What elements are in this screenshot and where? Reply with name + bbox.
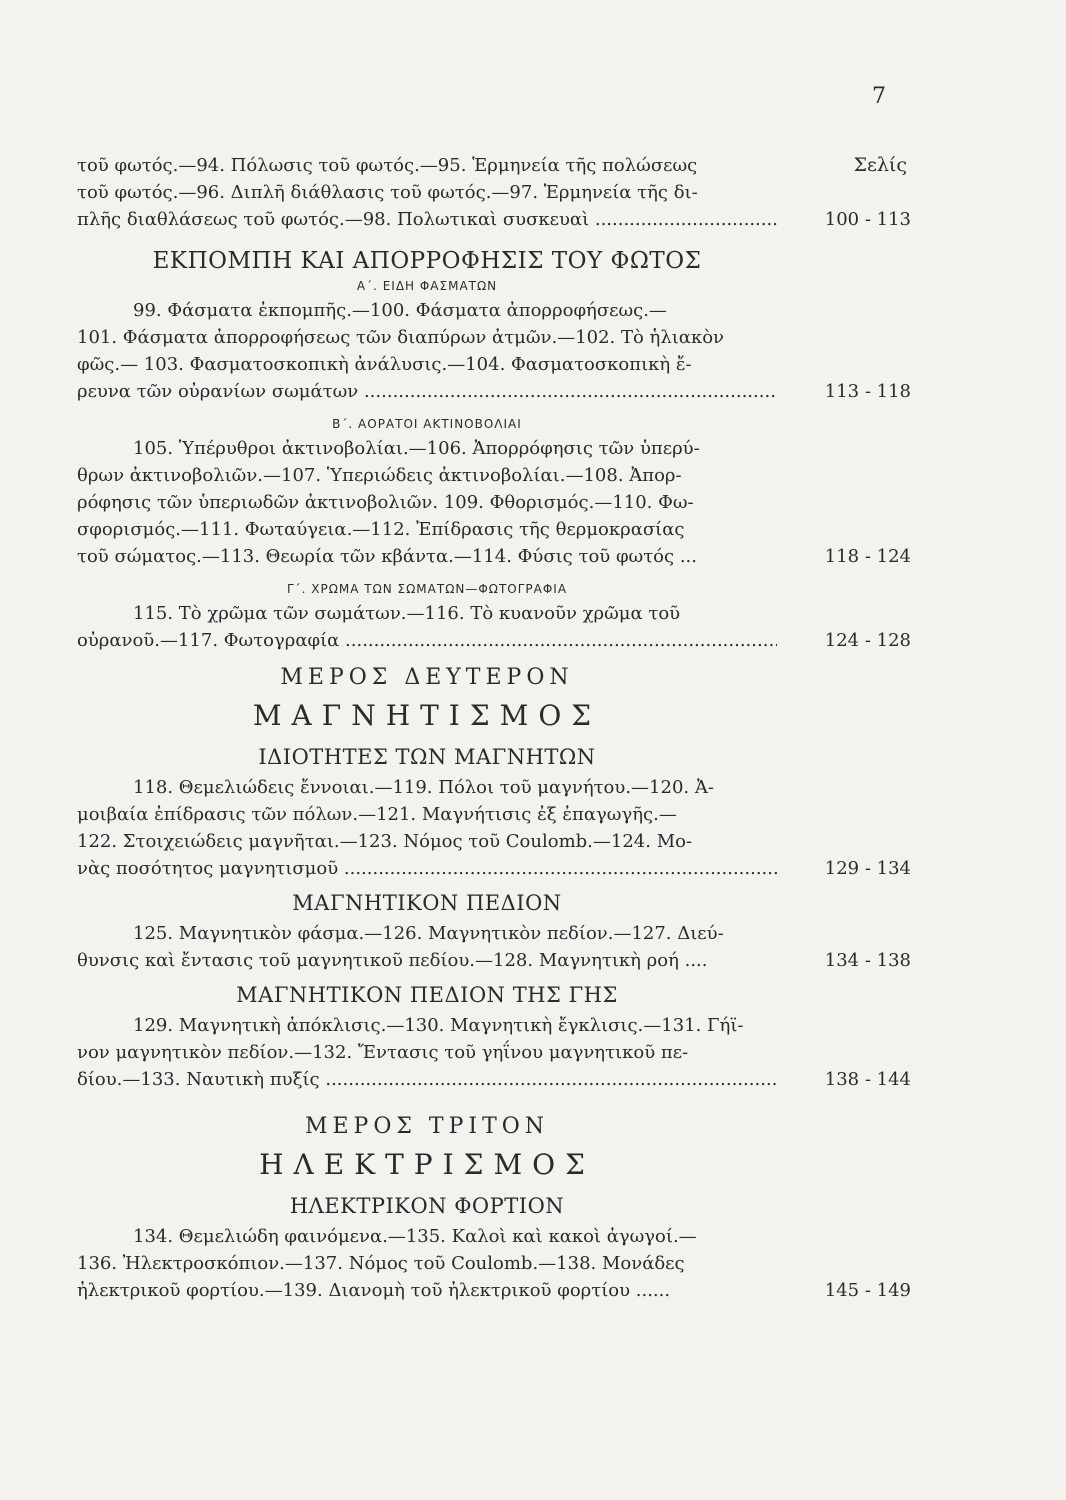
entry-line: θρων ἀκτινοβολιῶν.—107. Ὑπεριώδεις ἀκτινοβολίαι.—108. Ἀπορ-: [77, 465, 682, 486]
entry-line: ἠλεκτρικοῦ φορτίου.—139. Διανομὴ τοῦ ἠλεκτρικοῦ φορτίου ......: [77, 1280, 671, 1301]
part-label: ΜΕΡΟΣ ΤΡΙΤΟΝ: [304, 1114, 550, 1139]
entry-line: 134. Θεμελιώδη φαινόμενα.—135. Καλοὶ καὶ κακοὶ ἀγωγοί.—: [133, 1226, 697, 1247]
entry-line: τοῦ σώματος.—113. Θεωρία τῶν κβάντα.—114. Φύσις τοῦ φωτός ...: [77, 546, 697, 567]
page-range: 124 - 128: [824, 630, 911, 651]
page-range: 138 - 144: [824, 1069, 911, 1090]
page-number: 7: [872, 84, 886, 109]
section-heading: ΙΔΙΟΤΗΤΕΣ ΤΩΝ ΜΑΓΝΗΤΩΝ: [258, 745, 596, 769]
subsection-heading: Α΄. ΕΙΔΗ ΦΑΣΜΑΤΩΝ: [356, 279, 498, 293]
entry-line: φῶς.— 103. Φασματοσκοπικὴ ἀνάλυσις.—104. Φασματοσκοπικὴ ἔ-: [77, 354, 692, 375]
entry-line: 105. Ὑπέρυθροι ἀκτινοβολίαι.—106. Ἀπορρόφησις τῶν ὑπερύ-: [133, 438, 700, 459]
entry-line: ρόφησις τῶν ὑπεριωδῶν ἀκτινοβολιῶν. 109. Φθορισμός.—110. Φω-: [77, 492, 694, 513]
page-range: 145 - 149: [824, 1280, 911, 1301]
toc-entry: [77, 774, 917, 882]
toc-entry: [77, 152, 917, 233]
toc-entry: [77, 1012, 917, 1093]
toc-entry: [77, 920, 917, 974]
section-heading: ΗΛΕΚΤΡΙΚΟΝ ΦΟΡΤΙΟΝ: [289, 1194, 565, 1218]
entry-line: μοιβαία ἐπίδρασις τῶν πόλων.—121. Μαγνήτισις ἐξ ἐπαγωγῆς.—: [77, 804, 677, 825]
toc-entry: [77, 1223, 917, 1304]
entry-line: σφορισμός.—111. Φωταύγεια.—112. Ἐπίδρασις τῆς θερμοκρασίας: [77, 519, 685, 540]
part-title: ΗΛΕΚΤΡΙΣΜΟΣ: [259, 1148, 595, 1181]
toc-entry: [77, 600, 917, 654]
section-heading: ΜΑΓΝΗΤΙΚΟΝ ΠΕΔΙΟΝ ΤΗΣ ΓΗΣ: [236, 983, 618, 1007]
page-range: 134 - 138: [824, 950, 911, 971]
entry-line: 125. Μαγνητικὸν φάσμα.—126. Μαγνητικὸν πεδίον.—127. Διεύ-: [133, 923, 724, 944]
page-range: 100 - 113: [824, 209, 911, 230]
subsection-heading: Β΄. ΑΟΡΑΤΟΙ ΑΚΤΙΝΟΒΟΛΙΑΙ: [332, 417, 522, 431]
entry-line: νον μαγνητικὸν πεδίον.—132. Ἔντασις τοῦ γηΐνου μαγνητικοῦ πε-: [77, 1042, 689, 1063]
part-title: ΜΑΓΝΗΤΙΣΜΟΣ: [252, 699, 602, 732]
toc-entry: [77, 297, 917, 405]
entry-line: τοῦ φωτός.—96. Διπλῆ διάθλασις τοῦ φωτός.—97. Ἑρμηνεία τῆς δι-: [77, 182, 698, 203]
entry-line: 136. Ἠλεκτροσκόπιον.—137. Νόμος τοῦ Coulomb.—138. Μονάδες: [77, 1253, 685, 1274]
page-range: 118 - 124: [824, 546, 911, 567]
subsection-heading: Γ΄. ΧΡΩΜΑ ΤΩΝ ΣΩΜΑΤΩΝ—ΦΩΤΟΓΡΑΦΙΑ: [286, 582, 568, 596]
entry-line: δίου.—133. Ναυτικὴ πυξίς .....: [77, 1066, 777, 1093]
column-label: Σελίς: [853, 154, 907, 176]
entry-line: 101. Φάσματα ἀπορροφήσεως τῶν διαπύρων ἀτμῶν.—102. Τὸ ἡλιακὸν: [77, 327, 724, 348]
entry-line: 129. Μαγνητικὴ ἀπόκλισις.—130. Μαγνητικὴ ἔγκλισις.—131. Γήϊ-: [133, 1015, 744, 1036]
section-heading: ΕΚΠΟΜΠΗ ΚΑΙ ΑΠΟΡΡΟΦΗΣΙΣ ΤΟΥ ΦΩΤΟΣ: [152, 248, 702, 274]
entry-line: πλῆς διαθλάσεως τοῦ φωτός.—98. Πολωτικαὶ συσκευαὶ .....: [77, 206, 777, 233]
entry-line: οὐρανοῦ.—117. Φωτογραφία .....: [77, 627, 777, 654]
section-heading: ΜΑΓΝΗΤΙΚΟΝ ΠΕΔΙΟΝ: [292, 891, 562, 915]
part-label: ΜΕΡΟΣ ΔΕΥΤΕΡΟΝ: [280, 665, 574, 690]
page-range: 113 - 118: [824, 381, 911, 402]
entry-line: 118. Θεμελιώδεις ἔννοιαι.—119. Πόλοι τοῦ μαγνήτου.—120. Ἀ-: [133, 777, 714, 798]
entry-line: 115. Τὸ χρῶμα τῶν σωμάτων.—116. Τὸ κυανοῦν χρῶμα τοῦ: [133, 603, 681, 624]
table-of-contents: [77, 152, 917, 1304]
entry-line: θυνσις καὶ ἔντασις τοῦ μαγνητικοῦ πεδίου.—128. Μαγνητικὴ ροή ....: [77, 950, 708, 971]
entry-line: ρευνα τῶν οὐρανίων σωμάτων .....: [77, 378, 777, 405]
entry-line: τοῦ φωτός.—94. Πόλωσις τοῦ φωτός.—95. Ἑρμηνεία τῆς πολώσεως: [77, 155, 698, 176]
toc-entry: [77, 435, 917, 570]
page-range: 129 - 134: [824, 858, 911, 879]
entry-line: 122. Στοιχειώδεις μαγνῆται.—123. Νόμος τοῦ Coulomb.—124. Μο-: [77, 831, 693, 852]
entry-line: 99. Φάσματα ἐκπομπῆς.—100. Φάσματα ἀπορροφήσεως.—: [133, 300, 667, 321]
entry-line: νὰς ποσότητος μαγνητισμοῦ .....: [77, 855, 777, 882]
